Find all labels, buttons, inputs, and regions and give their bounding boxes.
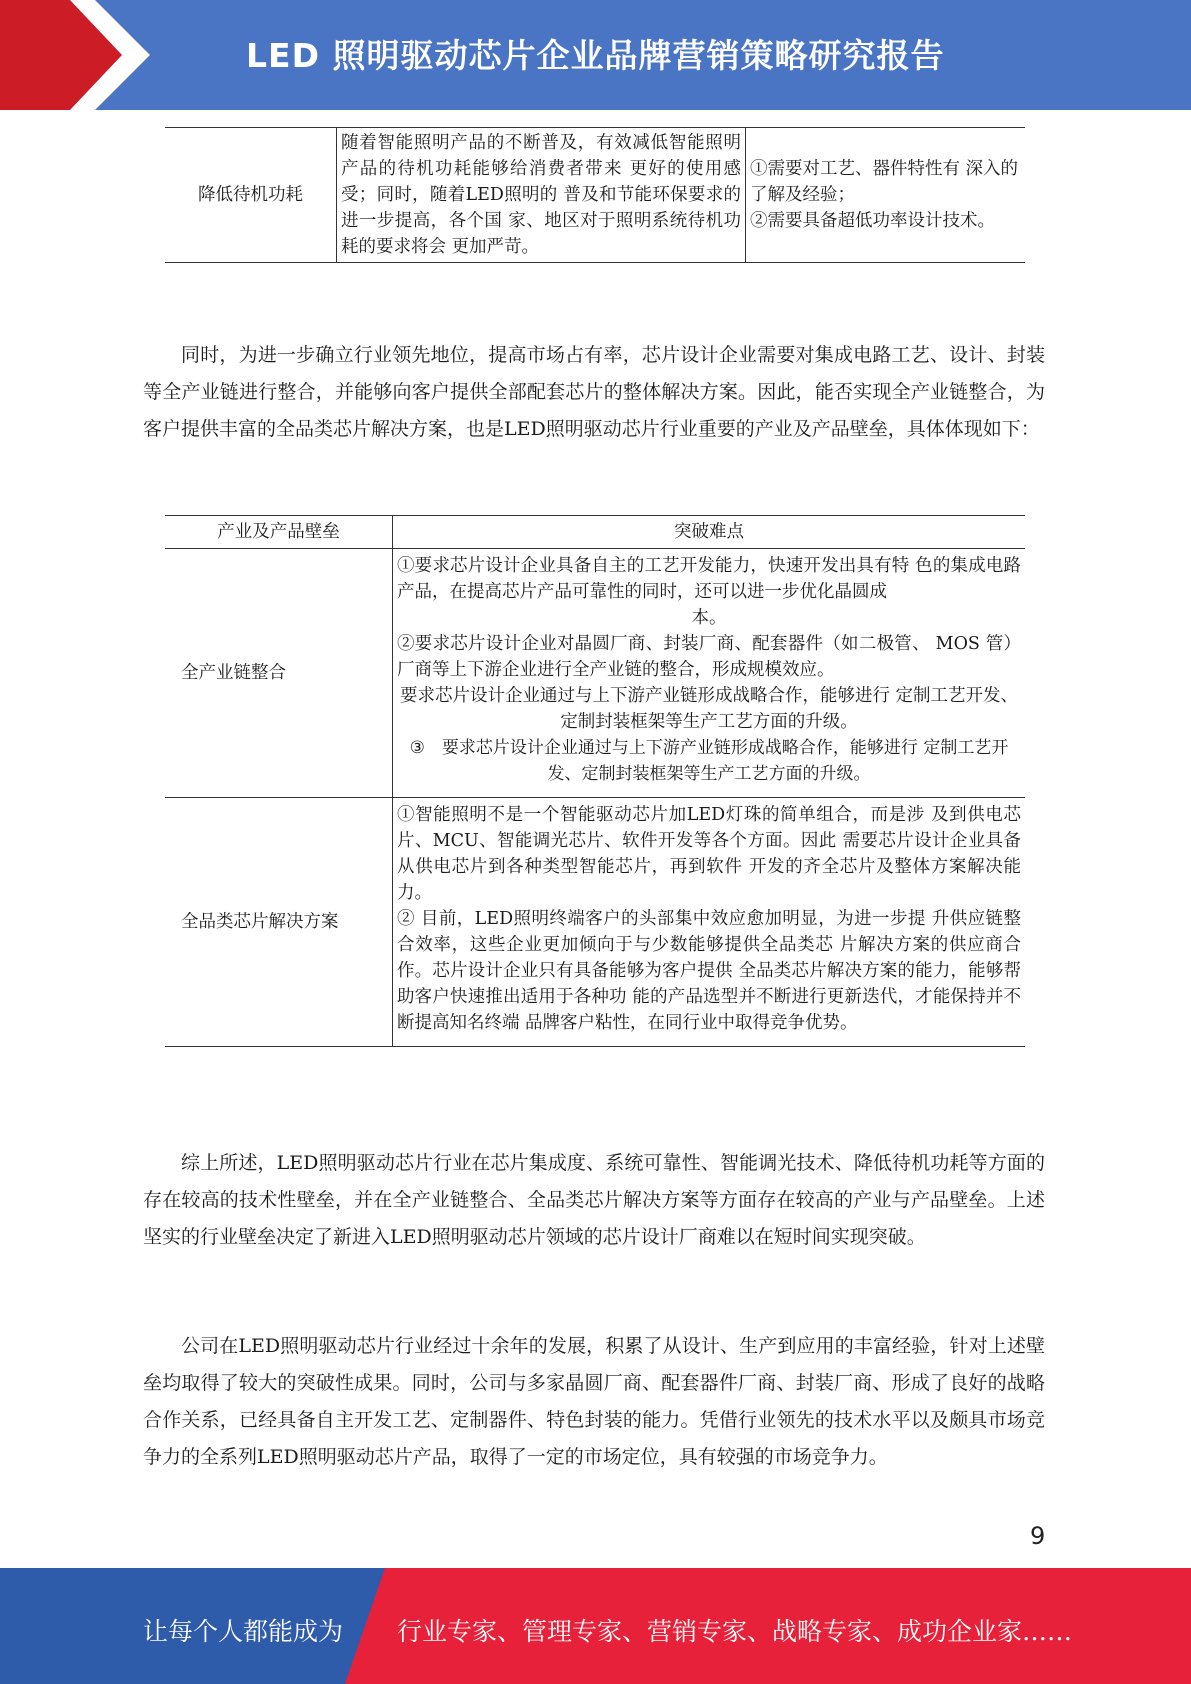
footer-slogan-right: 行业专家、管理专家、营销专家、战略专家、成功企业家…… [397,1617,1073,1646]
barrier-table-continued [165,127,1025,263]
table-row [165,549,1025,798]
table-row [165,798,1025,1047]
table-header-row [165,516,1025,549]
column-header: 产业及产品壁垒 [165,516,393,549]
header-red-arrow [0,0,150,110]
body-paragraph: 公司在LED照明驱动芯片行业经过十余年的发展，积累了从设计、生产到应用的丰富经验，针对上述壁垒均取得了较大的突破性成果。同时，公司与多家晶圆厂商、配套器件厂商、封装厂商、形成了良好的战略合作关系，已经具备自主开发工艺、定制器件、特色封装的能力。凭借行业领先的技术水平以及颇具市场竞争力的全系列LED照明驱动芯片产品，取得了一定的市场定位，具有较强的市场竞争力。 [143,1335,1045,1468]
row-description: 随着智能照明产品的不断普及，有效减低智能照明产品的待机功耗能够给消费者带来 更好的使用感受；同时，随着LED照明的 普及和节能环保要求的进一步提高，各个国 家、地区对于照明系统待机功耗的要求将会 更加严苛。 [337,128,746,263]
report-title: LED 照明驱动芯片企业品牌营销策略研究报告 [246,36,945,75]
difficulty-item-cont: 本。 [691,608,727,628]
difficulty-item: ③ 要求芯片设计企业通过与上下游产业链形成战略合作，能够进行 定制工艺开发、定制封装框架等生产工艺方面的升级。 [409,738,1009,784]
difficulty-item: ①智能照明不是一个智能驱动芯片加LED灯珠的简单组合，而是涉 及到供电芯片、MCU、智能调光芯片、软件开发等各个方面。因此 需要芯片设计企业具备从供电芯片到各种类型智能芯片，再到软件 开发的齐全芯片及整体方案解决能力。 [397,805,1021,903]
difficulty-item: 要求芯片设计企业通过与上下游产业链形成战略合作，能够进行 定制工艺开发、定制封装框架等生产工艺方面的升级。 [399,686,1019,732]
row-name: 降低待机功耗 [198,185,303,205]
footer-slogan-left: 让每个人都能成为 [143,1617,344,1646]
row-difficulty [393,798,1026,1047]
table-row [165,128,1025,263]
difficulty-item: ①需要对工艺、器件特性有 深入的了解及经验； [750,159,1019,205]
row-name: 全产业链整合 [165,549,393,798]
difficulty-item: ②需要具备超低功率设计技术。 [750,211,995,231]
difficulty-item: ②要求芯片设计企业对晶圆厂商、封装厂商、配套器件（如二极管、 MOS 管）厂商等上下游企业进行全产业链的整合，形成规模效应。 [397,634,1021,680]
row-name: 全品类芯片解决方案 [181,912,339,932]
column-header: 突破难点 [393,516,1026,549]
difficulty-item: ② 目前，LED照明终端客户的头部集中效应愈加明显，为进一步提 升供应链整合效率，这些企业更加倾向于与少数能够提供全品类芯 片解决方案的供应商合作。芯片设计企业只有具备能够为客户提供 全品类芯片解决方案的能力，能够帮助客户快速推出适用于各种功 能的产品选型并不断进行更新迭代，才能保持并不断提高知名终端 品牌客户粘性，在同行业中取得竞争优势。 [397,909,1021,1033]
body-paragraph: 综上所述，LED照明驱动芯片行业在芯片集成度、系统可靠性、智能调光技术、降低待机功耗等方面的存在较高的技术性壁垒，并在全产业链整合、全品类芯片解决方案等方面存在较高的产业与产品壁垒。上述坚实的行业壁垒决定了新进入LED照明驱动芯片领域的芯片设计厂商难以在短时间实现突破。 [143,1152,1045,1248]
row-difficulty [746,128,1026,263]
difficulty-item: ①要求芯片设计企业具备自主的工艺开发能力，快速开发出具有特 色的集成电路产品，在提高芯片产品可靠性的同时，还可以进一步优化晶圆成 [397,556,1021,602]
industry-barrier-table [165,515,1025,1047]
row-difficulty [393,549,1026,798]
body-paragraph: 同时，为进一步确立行业领先地位，提高市场占有率，芯片设计企业需要对集成电路工艺、设计、封装等全产业链进行整合，并能够向客户提供全部配套芯片的整体解决方案。因此，能否实现全产业链整合，为客户提供丰富的全品类芯片解决方案，也是LED照明驱动芯片行业重要的产业及产品壁垒，具体体现如下： [143,344,1045,440]
page-number: 9 [1030,1522,1046,1550]
